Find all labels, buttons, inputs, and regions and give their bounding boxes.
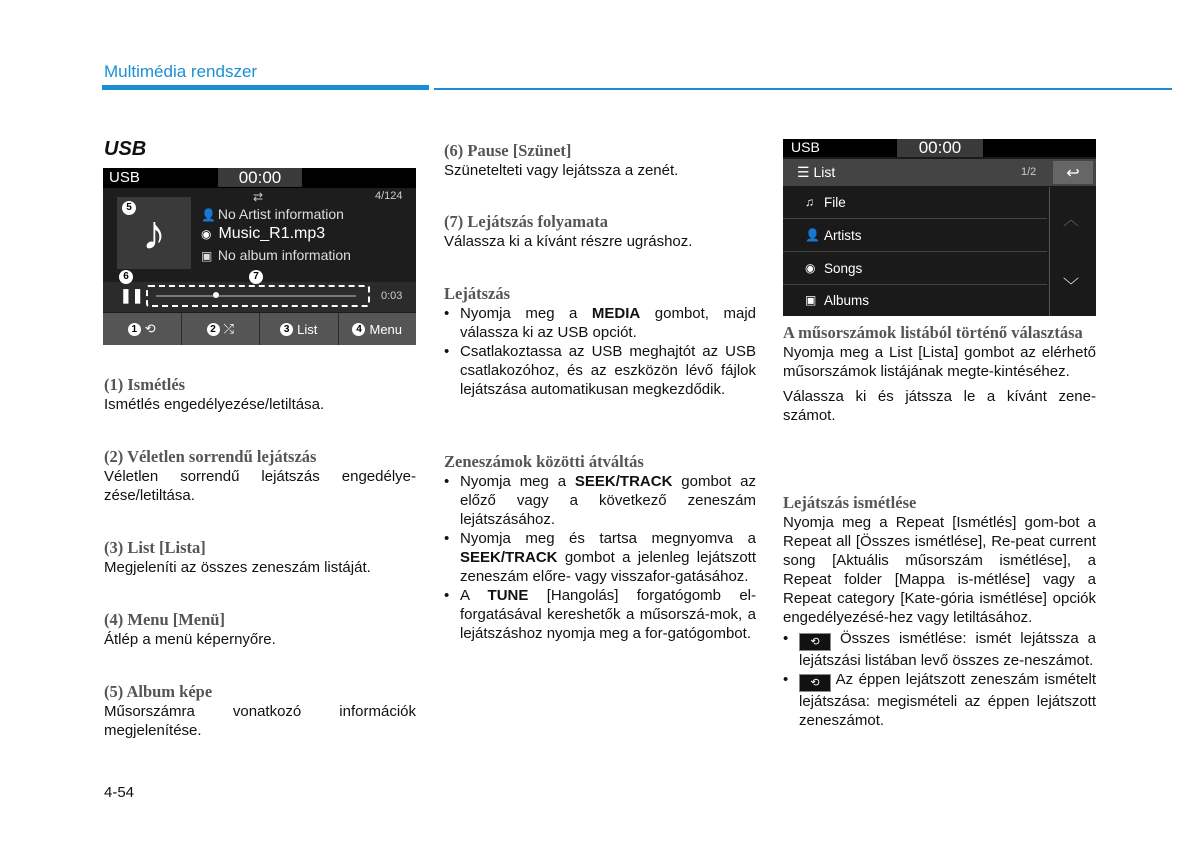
section-title: Lejátszás [444,284,510,303]
list-item-file[interactable] [783,187,1047,219]
list-header-label: ☰ List [797,164,836,180]
source-label: USB [791,139,820,155]
callout-5: 5 [122,201,136,215]
list-item: • A TUNE [Hangolás] forgatógomb el-forgatásával kereshetők a műsorszá-mok, a lejátszáshoz nyomja meg a for-gatógombot. [444,586,756,643]
section-body: Nyomja meg a List [Lista] gombot az elérhető műsorszámok listájának megte-kintéséhez. [783,344,1096,380]
usb-heading: USB [104,138,147,160]
back-button[interactable] [1053,161,1093,184]
chevron-up-icon: ︿ [1063,212,1080,229]
section-list-select [783,323,1096,425]
list-item-songs[interactable] [783,253,1047,285]
section-title: (3) List [Lista] [104,538,206,557]
list-item-artists[interactable] [783,220,1047,252]
track-switch-list [444,472,756,643]
page-number: 4-54 [104,784,135,801]
list-item: • ⟲ Az éppen lejátszott zeneszám ismételt lejátszása: megismételi az éppen lejátszott zeneszámot. [783,670,1096,730]
list-item: • ⟲ Összes ismétlése: ismét lejátssza a lejátszási listában levő összes ze-neszámot. [783,629,1096,670]
album-icon: ▣ [201,249,213,263]
repeat-button[interactable] [103,313,182,345]
shuffle-button[interactable] [182,313,261,345]
page-indicator: 1/2 [1021,166,1037,178]
music-note-icon: ♪ [142,206,166,260]
section-title: (4) Menu [Menü] [104,610,225,629]
callout-3: 3 [280,323,293,336]
section-title: Zeneszámok közötti átváltás [444,452,644,471]
repeat-all-icon: ⟲ [799,633,831,651]
song-info [201,225,325,243]
header-rule-thin [434,88,1172,90]
track-count: 4/124 [375,190,403,202]
list-item: • Nyomja meg és tartsa megnyomva a SEEK/TRACK gombot a jelenleg lejátszott zeneszám előre- vagy visszafor-gatásához. [444,529,756,586]
section-track-switch [444,452,756,643]
disc-icon: ◉ [201,227,212,241]
repeat-options-list [783,629,1096,730]
list-button[interactable] [260,313,339,345]
playback-list [444,304,756,399]
usb-list-screen [783,139,1096,316]
music-note-icon: ♫ [805,195,814,209]
section-title: (7) Lejátszás folyamata [444,212,609,231]
section-list [104,538,416,577]
person-icon: 👤 [201,208,216,222]
list-item-albums[interactable] [783,285,1047,316]
source-label: USB [109,169,140,186]
section-title: (5) Album képe [104,682,213,701]
section-progress [444,212,756,251]
list-item-label: Songs [824,261,863,276]
callout-6: 6 [119,270,133,284]
player-button-row [103,313,416,345]
album-info [201,247,351,263]
scroll-down-button[interactable] [1063,273,1079,296]
repeat-status-icon: ⇄ [253,190,264,204]
section-menu [104,610,416,649]
list-item-label: Artists [824,228,862,243]
elapsed-time: 0:03 [381,290,403,302]
page-header-title: Multimédia rendszer [104,62,258,81]
artist-info [201,206,344,222]
section-repeat [104,375,416,414]
progress-track [156,295,356,297]
callout-7: 7 [249,270,263,284]
list-item: • Nyomja meg a SEEK/TRACK gombot az előző vagy a következő zeneszám lejátszásához. [444,472,756,529]
section-title: (2) Véletlen sorrendű lejátszás [104,447,317,466]
section-body: Megjeleníti az összes zeneszám listáját. [104,559,371,576]
clock-display: 00:00 [218,168,302,187]
shuffle-icon: ⤮ [223,321,234,336]
progress-knob[interactable] [213,292,219,298]
section-repeat-playback [783,493,1096,730]
artist-text: No Artist information [217,206,344,222]
section-body: Véletlen sorrendű lejátszás engedélye-zése/letiltása. [104,468,416,504]
section-body: Válassza ki a kívánt részre ugráshoz. [444,233,693,250]
section-pause [444,141,756,180]
section-title: (6) Pause [Szünet] [444,141,572,160]
repeat-icon: ⟲ [144,321,156,336]
list-button-label: List [297,321,318,337]
list-item-label: Albums [824,293,870,308]
callout-1: 1 [128,323,141,336]
section-body: Válassza ki és játssza le a kívánt zene-számot. [783,388,1096,424]
album-text: No album information [217,247,351,263]
section-title: A műsorszámok listából történő választása [783,323,1083,342]
chevron-down-icon: ﹀ [1063,278,1080,295]
song-text: Music_R1.mp3 [218,225,326,242]
pause-button[interactable]: ❚❚ [120,287,144,303]
section-title: (1) Ismétlés [104,375,186,394]
list-item: • Nyomja meg a MEDIA gombot, majd válassza ki az USB opciót. [444,304,756,342]
repeat-one-icon: ⟲ [799,674,831,692]
clock-display: 00:00 [897,139,983,157]
section-album-art [104,682,416,740]
section-title: Lejátszás ismétlése [783,493,917,512]
header-rule-thick [102,85,429,90]
person-icon: 👤 [805,228,820,242]
callout-4: 4 [352,323,365,336]
section-body: Műsorszámra vonatkozó információk megjelenítése. [104,703,416,739]
list-icon: ☰ [797,164,810,180]
album-icon: ▣ [805,293,817,307]
section-body: Ismétlés engedélyezése/letiltása. [104,396,325,413]
progress-slider[interactable] [146,285,370,307]
callout-2: 2 [207,323,220,336]
section-body: Szünetelteti vagy lejátssza a zenét. [444,162,679,179]
list-item-label: File [824,195,846,210]
list-item: • Csatlakoztassa az USB meghajtót az USB csatlakozóhoz, és az eszközön lévő fájlok lejátszása automatikusan megkezdődik. [444,342,756,399]
list-header-bar [783,159,1096,186]
scroll-up-button[interactable] [1063,207,1079,230]
disc-icon: ◉ [805,261,816,275]
menu-button-label: Menu [369,321,403,337]
section-shuffle [104,447,416,505]
section-body: Átlép a menü képernyőre. [104,631,276,648]
back-arrow-icon: ↩ [1066,164,1080,182]
usb-player-screen [103,168,416,345]
section-playback [444,284,756,399]
menu-button[interactable] [339,313,417,345]
section-body: Nyomja meg a Repeat [Ismétlés] gom-bot a Repeat all [Összes ismétlése], Re-peat current song [Aktuális műsorszám ismétlése], a Repeat folder [Mappa is-métlése] vagy a Repeat category [Kate-gória ismétlése] opciók engedélyezésé-hez vagy letiltásához. [783,514,1096,626]
